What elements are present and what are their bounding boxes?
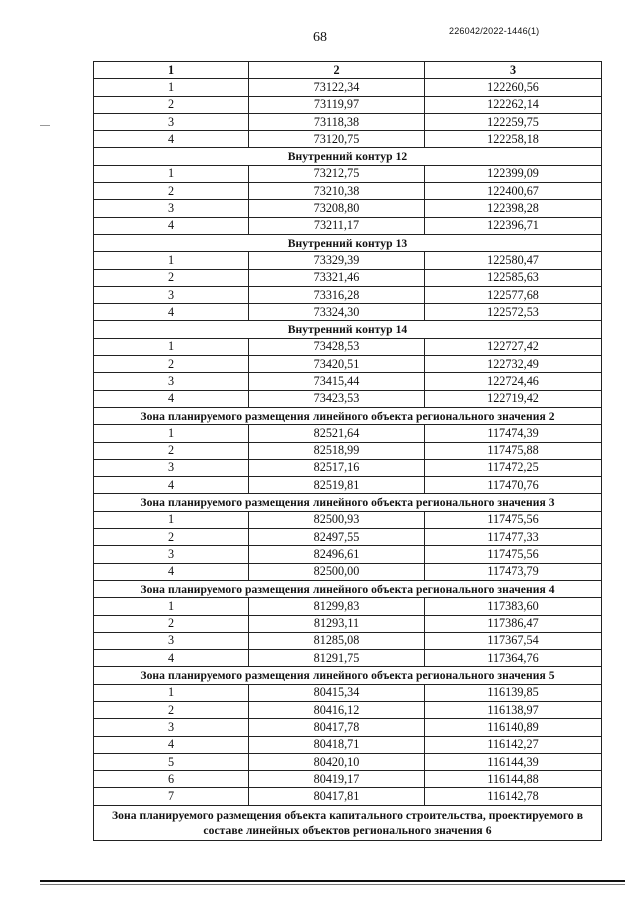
x-coordinate-cell: 73415,44 xyxy=(249,373,425,390)
table-row xyxy=(94,771,602,788)
section-title-row xyxy=(94,234,602,251)
table-row xyxy=(94,563,602,580)
x-coordinate-cell: 73423,53 xyxy=(249,390,425,407)
table-row xyxy=(94,165,602,182)
y-coordinate-cell: 122577,68 xyxy=(425,286,602,303)
x-coordinate-cell: 81285,08 xyxy=(249,632,425,649)
y-coordinate-cell: 117367,54 xyxy=(425,632,602,649)
y-coordinate-cell: 122398,28 xyxy=(425,200,602,217)
table-row xyxy=(94,373,602,390)
x-coordinate-cell: 80417,81 xyxy=(249,788,425,805)
point-number-cell: 4 xyxy=(94,477,249,494)
point-number-cell: 2 xyxy=(94,442,249,459)
table-row xyxy=(94,459,602,476)
table-row xyxy=(94,131,602,148)
table-row xyxy=(94,338,602,355)
y-coordinate-cell: 122719,42 xyxy=(425,390,602,407)
x-coordinate-cell: 80418,71 xyxy=(249,736,425,753)
point-number-cell: 3 xyxy=(94,200,249,217)
table-row xyxy=(94,615,602,632)
section-title-row xyxy=(94,321,602,338)
point-number-cell: 3 xyxy=(94,719,249,736)
y-coordinate-cell: 116142,78 xyxy=(425,788,602,805)
point-number-cell: 3 xyxy=(94,373,249,390)
y-coordinate-cell: 122585,63 xyxy=(425,269,602,286)
y-coordinate-cell: 122572,53 xyxy=(425,304,602,321)
y-coordinate-cell: 117475,88 xyxy=(425,442,602,459)
coordinates-table-body xyxy=(94,62,602,841)
y-coordinate-cell: 117386,47 xyxy=(425,615,602,632)
x-coordinate-cell: 80419,17 xyxy=(249,771,425,788)
y-coordinate-cell: 117473,79 xyxy=(425,563,602,580)
point-number-cell: 4 xyxy=(94,217,249,234)
point-number-cell: 3 xyxy=(94,632,249,649)
x-coordinate-cell: 73428,53 xyxy=(249,338,425,355)
table-row xyxy=(94,719,602,736)
table-row xyxy=(94,788,602,805)
table-row xyxy=(94,79,602,96)
point-number-cell: 2 xyxy=(94,529,249,546)
table-row xyxy=(94,356,602,373)
x-coordinate-cell: 73329,39 xyxy=(249,252,425,269)
section-title-row xyxy=(94,580,602,597)
table-row xyxy=(94,304,602,321)
x-coordinate-cell: 80417,78 xyxy=(249,719,425,736)
y-coordinate-cell: 122258,18 xyxy=(425,131,602,148)
x-coordinate-cell: 82497,55 xyxy=(249,529,425,546)
section-title: Внутренний контур 12 xyxy=(94,148,602,165)
document-id: 226042/2022-1446(1) xyxy=(449,26,540,36)
point-number-cell: 1 xyxy=(94,165,249,182)
table-row xyxy=(94,753,602,770)
table-row xyxy=(94,217,602,234)
point-number-cell: 1 xyxy=(94,684,249,701)
x-coordinate-cell: 73208,80 xyxy=(249,200,425,217)
y-coordinate-cell: 116142,27 xyxy=(425,736,602,753)
x-coordinate-cell: 82500,93 xyxy=(249,511,425,528)
table-row xyxy=(94,442,602,459)
point-number-cell: 2 xyxy=(94,183,249,200)
point-number-cell: 7 xyxy=(94,788,249,805)
table-row xyxy=(94,200,602,217)
point-number-cell: 3 xyxy=(94,546,249,563)
point-number-cell: 2 xyxy=(94,701,249,718)
x-coordinate-cell: 81291,75 xyxy=(249,650,425,667)
table-header-row xyxy=(94,62,602,79)
x-coordinate-cell: 80416,12 xyxy=(249,701,425,718)
point-number-cell: 1 xyxy=(94,425,249,442)
y-coordinate-cell: 122580,47 xyxy=(425,252,602,269)
table-row xyxy=(94,598,602,615)
table-row xyxy=(94,701,602,718)
point-number-cell: 4 xyxy=(94,650,249,667)
y-coordinate-cell: 116144,39 xyxy=(425,753,602,770)
y-coordinate-cell: 122724,46 xyxy=(425,373,602,390)
y-coordinate-cell: 122732,49 xyxy=(425,356,602,373)
point-number-cell: 2 xyxy=(94,269,249,286)
point-number-cell: 4 xyxy=(94,563,249,580)
section-title-row xyxy=(94,805,602,840)
x-coordinate-cell: 81299,83 xyxy=(249,598,425,615)
point-number-cell: 1 xyxy=(94,511,249,528)
x-coordinate-cell: 80415,34 xyxy=(249,684,425,701)
y-coordinate-cell: 122400,67 xyxy=(425,183,602,200)
x-coordinate-cell: 82496,61 xyxy=(249,546,425,563)
x-coordinate-cell: 73211,17 xyxy=(249,217,425,234)
x-coordinate-cell: 73420,51 xyxy=(249,356,425,373)
point-number-cell: 6 xyxy=(94,771,249,788)
table-row xyxy=(94,546,602,563)
table-row xyxy=(94,425,602,442)
section-title: Внутренний контур 14 xyxy=(94,321,602,338)
y-coordinate-cell: 116144,88 xyxy=(425,771,602,788)
y-coordinate-cell: 117364,76 xyxy=(425,650,602,667)
table-row xyxy=(94,477,602,494)
y-coordinate-cell: 117383,60 xyxy=(425,598,602,615)
y-coordinate-cell: 117477,33 xyxy=(425,529,602,546)
point-number-cell: 1 xyxy=(94,79,249,96)
x-coordinate-cell: 73212,75 xyxy=(249,165,425,182)
x-coordinate-cell: 73210,38 xyxy=(249,183,425,200)
x-coordinate-cell: 73122,34 xyxy=(249,79,425,96)
x-coordinate-cell: 82518,99 xyxy=(249,442,425,459)
point-number-cell: 1 xyxy=(94,338,249,355)
table-row xyxy=(94,183,602,200)
x-coordinate-cell: 73321,46 xyxy=(249,269,425,286)
header-cell-point: 1 xyxy=(94,62,249,79)
point-number-cell: 2 xyxy=(94,356,249,373)
table-row xyxy=(94,269,602,286)
table-row xyxy=(94,252,602,269)
x-coordinate-cell: 82517,16 xyxy=(249,459,425,476)
x-coordinate-cell: 73324,30 xyxy=(249,304,425,321)
footer-rule-thin xyxy=(40,884,625,885)
x-coordinate-cell: 82500,00 xyxy=(249,563,425,580)
section-title: Зона планируемого размещения линейного объекта регионального значения 5 xyxy=(94,667,602,684)
y-coordinate-cell: 122262,14 xyxy=(425,96,602,113)
x-coordinate-cell: 73118,38 xyxy=(249,113,425,130)
y-coordinate-cell: 117475,56 xyxy=(425,511,602,528)
y-coordinate-cell: 117470,76 xyxy=(425,477,602,494)
x-coordinate-cell: 73119,97 xyxy=(249,96,425,113)
y-coordinate-cell: 116138,97 xyxy=(425,701,602,718)
point-number-cell: 4 xyxy=(94,304,249,321)
point-number-cell: 4 xyxy=(94,131,249,148)
y-coordinate-cell: 117474,39 xyxy=(425,425,602,442)
section-title: Зона планируемого размещения объекта капитального строительства, проектируемого в составе линейных объектов регионального значения 6 xyxy=(94,805,602,840)
section-title: Зона планируемого размещения линейного объекта регионального значения 3 xyxy=(94,494,602,511)
footer-rule xyxy=(40,880,625,882)
x-coordinate-cell: 80420,10 xyxy=(249,753,425,770)
section-title: Зона планируемого размещения линейного объекта регионального значения 2 xyxy=(94,407,602,424)
point-number-cell: 4 xyxy=(94,736,249,753)
x-coordinate-cell: 73316,28 xyxy=(249,286,425,303)
table-row xyxy=(94,529,602,546)
point-number-cell: 3 xyxy=(94,459,249,476)
section-title-row xyxy=(94,667,602,684)
x-coordinate-cell: 81293,11 xyxy=(249,615,425,632)
section-title-row xyxy=(94,407,602,424)
table-row xyxy=(94,632,602,649)
table-row xyxy=(94,511,602,528)
y-coordinate-cell: 122399,09 xyxy=(425,165,602,182)
margin-mark xyxy=(40,125,50,126)
table-row xyxy=(94,286,602,303)
point-number-cell: 2 xyxy=(94,96,249,113)
point-number-cell: 1 xyxy=(94,598,249,615)
table-row xyxy=(94,390,602,407)
point-number-cell: 5 xyxy=(94,753,249,770)
y-coordinate-cell: 117472,25 xyxy=(425,459,602,476)
x-coordinate-cell: 82521,64 xyxy=(249,425,425,442)
point-number-cell: 1 xyxy=(94,252,249,269)
x-coordinate-cell: 73120,75 xyxy=(249,131,425,148)
y-coordinate-cell: 122396,71 xyxy=(425,217,602,234)
page-number: 68 xyxy=(313,30,327,45)
y-coordinate-cell: 122727,42 xyxy=(425,338,602,355)
table-row xyxy=(94,650,602,667)
point-number-cell: 4 xyxy=(94,390,249,407)
section-title: Внутренний контур 13 xyxy=(94,234,602,251)
y-coordinate-cell: 117475,56 xyxy=(425,546,602,563)
x-coordinate-cell: 82519,81 xyxy=(249,477,425,494)
section-title-row xyxy=(94,148,602,165)
point-number-cell: 3 xyxy=(94,286,249,303)
table-row xyxy=(94,113,602,130)
section-title-row xyxy=(94,494,602,511)
y-coordinate-cell: 116139,85 xyxy=(425,684,602,701)
header-cell-x: 2 xyxy=(249,62,425,79)
y-coordinate-cell: 116140,89 xyxy=(425,719,602,736)
point-number-cell: 3 xyxy=(94,113,249,130)
header-cell-y: 3 xyxy=(425,62,602,79)
table-row xyxy=(94,736,602,753)
coordinates-table xyxy=(93,61,602,841)
table-row xyxy=(94,96,602,113)
y-coordinate-cell: 122260,56 xyxy=(425,79,602,96)
section-title: Зона планируемого размещения линейного объекта регионального значения 4 xyxy=(94,580,602,597)
table-row xyxy=(94,684,602,701)
y-coordinate-cell: 122259,75 xyxy=(425,113,602,130)
point-number-cell: 2 xyxy=(94,615,249,632)
